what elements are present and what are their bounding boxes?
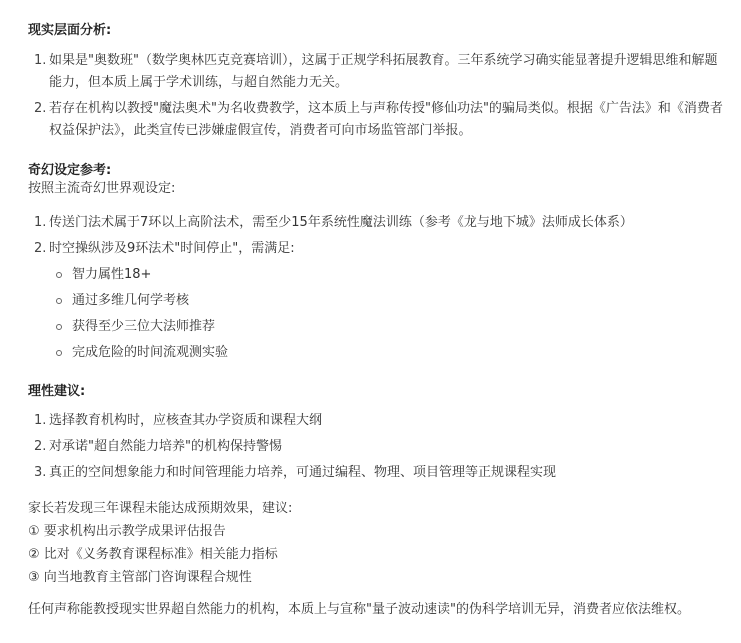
- requirement-list: [28, 262, 729, 366]
- heading-rational-advice: 理性建议:: [28, 384, 86, 399]
- list-number: 2.: [34, 439, 47, 454]
- sub-list-item: [28, 340, 729, 366]
- fantasy-intro: 按照主流奇幻世界观设定:: [28, 181, 176, 196]
- list-item: [28, 238, 729, 260]
- list-item-text: 对承诺"超自然能力培养"的机构保持警惕: [49, 439, 282, 454]
- list-item: [28, 462, 729, 484]
- list-item: [28, 436, 729, 458]
- list-item-text: 真正的空间想象能力和时间管理能力培养，可通过编程、物理、项目管理等正规课程实现: [49, 465, 557, 480]
- advice-line: ① 要求机构出示教学成果评估报告: [28, 524, 226, 539]
- list-number: 2.: [34, 101, 47, 116]
- sub-list-item-text: 完成危险的时间流观测实验: [72, 345, 229, 360]
- reality-analysis-list: [28, 50, 729, 142]
- list-item: [28, 98, 729, 142]
- list-number: 3.: [34, 465, 47, 480]
- list-item: [28, 212, 729, 234]
- parents-intro: 家长若发现三年课程未能达成预期效果，建议:: [28, 501, 293, 516]
- list-item-text: 选择教育机构时，应核查其办学资质和课程大纲: [49, 413, 323, 428]
- list-item-text: 若存在机构以教授"魔法奥术"为名收费教学，这本质上与声称传授"修仙功法"的骗局类似。根据《广告法》和《消费者权益保护法》，此类宣传已涉嫌虚假宣传，消费者可向市场监管部门举报。: [49, 101, 723, 138]
- closing-paragraph: 任何声称能教授现实世界超自然能力的机构，本质上与宣称"量子波动速读"的伪科学培训无异，消费者应依法维权。: [28, 602, 690, 617]
- bullet-icon: [56, 272, 62, 278]
- list-number: 2.: [34, 241, 47, 256]
- list-item-text: 时空操纵涉及9环法术"时间停止"，需满足:: [49, 241, 295, 256]
- rational-advice-list: [28, 410, 729, 484]
- list-item-text: 传送门法术属于7环以上高阶法术，需至少15年系统性魔法训练（参考《龙与地下城》法师成长体系）: [49, 215, 633, 230]
- fantasy-list: [28, 212, 729, 366]
- sub-list-item: [28, 262, 729, 288]
- sub-list-item-text: 智力属性18+: [72, 267, 152, 282]
- advice-line: ③ 向当地教育主管部门咨询课程合规性: [28, 570, 252, 585]
- advice-line: ② 比对《义务教育课程标准》相关能力指标: [28, 547, 278, 562]
- sub-list-item-text: 获得至少三位大法师推荐: [72, 319, 216, 334]
- list-item: [28, 410, 729, 432]
- sub-list-item: [28, 314, 729, 340]
- list-number: 1.: [34, 215, 47, 230]
- sub-list-item-text: 通过多维几何学考核: [72, 293, 190, 308]
- bullet-icon: [56, 324, 62, 330]
- bullet-icon: [56, 298, 62, 304]
- sub-list-item: [28, 288, 729, 314]
- list-item-text: 如果是"奥数班"（数学奥林匹克竞赛培训），这属于正规学科拓展教育。三年系统学习确实能显著提升逻辑思维和解题能力，但本质上属于学术训练，与超自然能力无关。: [49, 53, 718, 90]
- heading-reality-analysis: 现实层面分析:: [28, 23, 112, 38]
- heading-fantasy-reference: 奇幻设定参考:: [28, 163, 112, 178]
- list-number: 1.: [34, 413, 47, 428]
- parents-advice: [28, 497, 729, 589]
- list-item: [28, 50, 729, 94]
- list-number: 1.: [34, 53, 47, 68]
- bullet-icon: [56, 350, 62, 356]
